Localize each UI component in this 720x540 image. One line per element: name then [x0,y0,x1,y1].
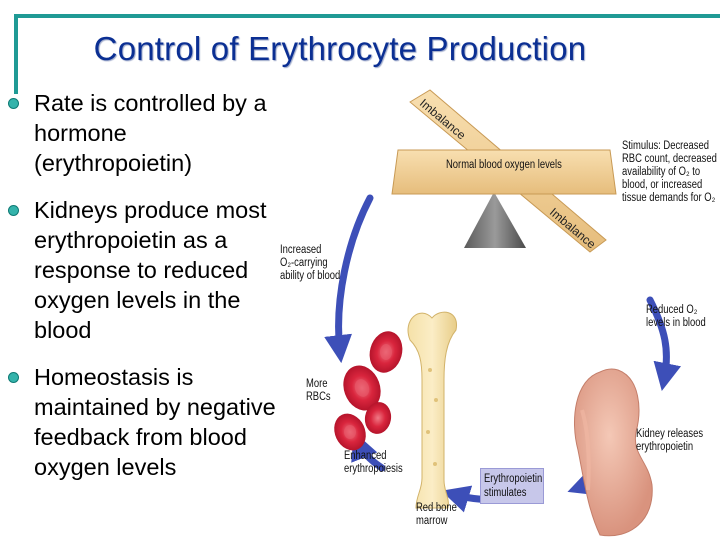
kidney-releases-label [636,428,703,454]
increased-o2-capacity-label [280,244,340,283]
bullet-text: Homeostasis is maintained by negative feedback from blood oxygen levels [34,364,276,480]
kidney-releases-line: erythropoietin [636,441,694,453]
stimulus-line: blood, or increased [622,179,703,191]
more-rbcs-line: RBCs [306,391,331,403]
capacity-line: ability of blood [280,270,341,282]
stimulus-label [622,140,717,205]
more-rbcs-line: More [306,378,328,390]
bullet-list [8,88,283,482]
normal-o2-label: Normal blood oxygen levels [446,159,562,171]
stimulus-line: RBC count, decreased [622,153,717,165]
bullet-item [8,88,283,178]
epo-line: Erythropoietin [484,473,543,485]
bullet-dot-icon [8,205,19,216]
slide-title: Control of Erythrocyte Production [93,30,587,67]
more-rbcs-label [306,378,331,404]
stimulus-line: tissue demands for O₂ [622,192,716,204]
stimulus-line: Stimulus: Decreased [622,140,710,152]
bullet-item [8,195,283,345]
epo-line: stimulates [484,487,527,499]
capacity-line: O₂-carrying [280,257,328,269]
enhanced-erythropoiesis-label [344,450,403,476]
slide-frame-top [14,14,720,18]
arrow-upper-left [339,198,370,352]
enhanced-line: erythropoiesis [344,463,403,475]
imbalance-label-top: Imbalance [417,96,469,143]
capacity-line: Increased [280,244,322,256]
bullet-text: Kidneys produce most erythropoietin as a response to reduced oxygen levels in the blood [34,197,267,343]
balance-beam [392,150,616,194]
reduced-o2-line: Reduced O₂ [646,304,698,316]
epo-stimulates-box [480,468,544,504]
marrow-line: marrow [416,515,448,527]
fulcrum-icon [464,192,526,248]
bullet-item [8,362,283,482]
red-bone-marrow-label [416,502,457,528]
marrow-line: Red bone [416,502,457,514]
kidney-releases-line: Kidney releases [636,428,704,440]
reduced-o2-line: levels in blood [646,317,706,329]
stimulus-line: availability of O₂ to [622,166,701,178]
bullet-dot-icon [8,372,19,383]
bullet-dot-icon [8,98,19,109]
bone-marrow-icon [408,312,457,508]
imbalance-label-bottom: Imbalance [547,205,599,252]
bullet-text: Rate is controlled by a hormone (erythropoietin) [34,90,267,176]
reduced-o2-label [646,304,706,330]
enhanced-line: Enhanced [344,450,387,462]
